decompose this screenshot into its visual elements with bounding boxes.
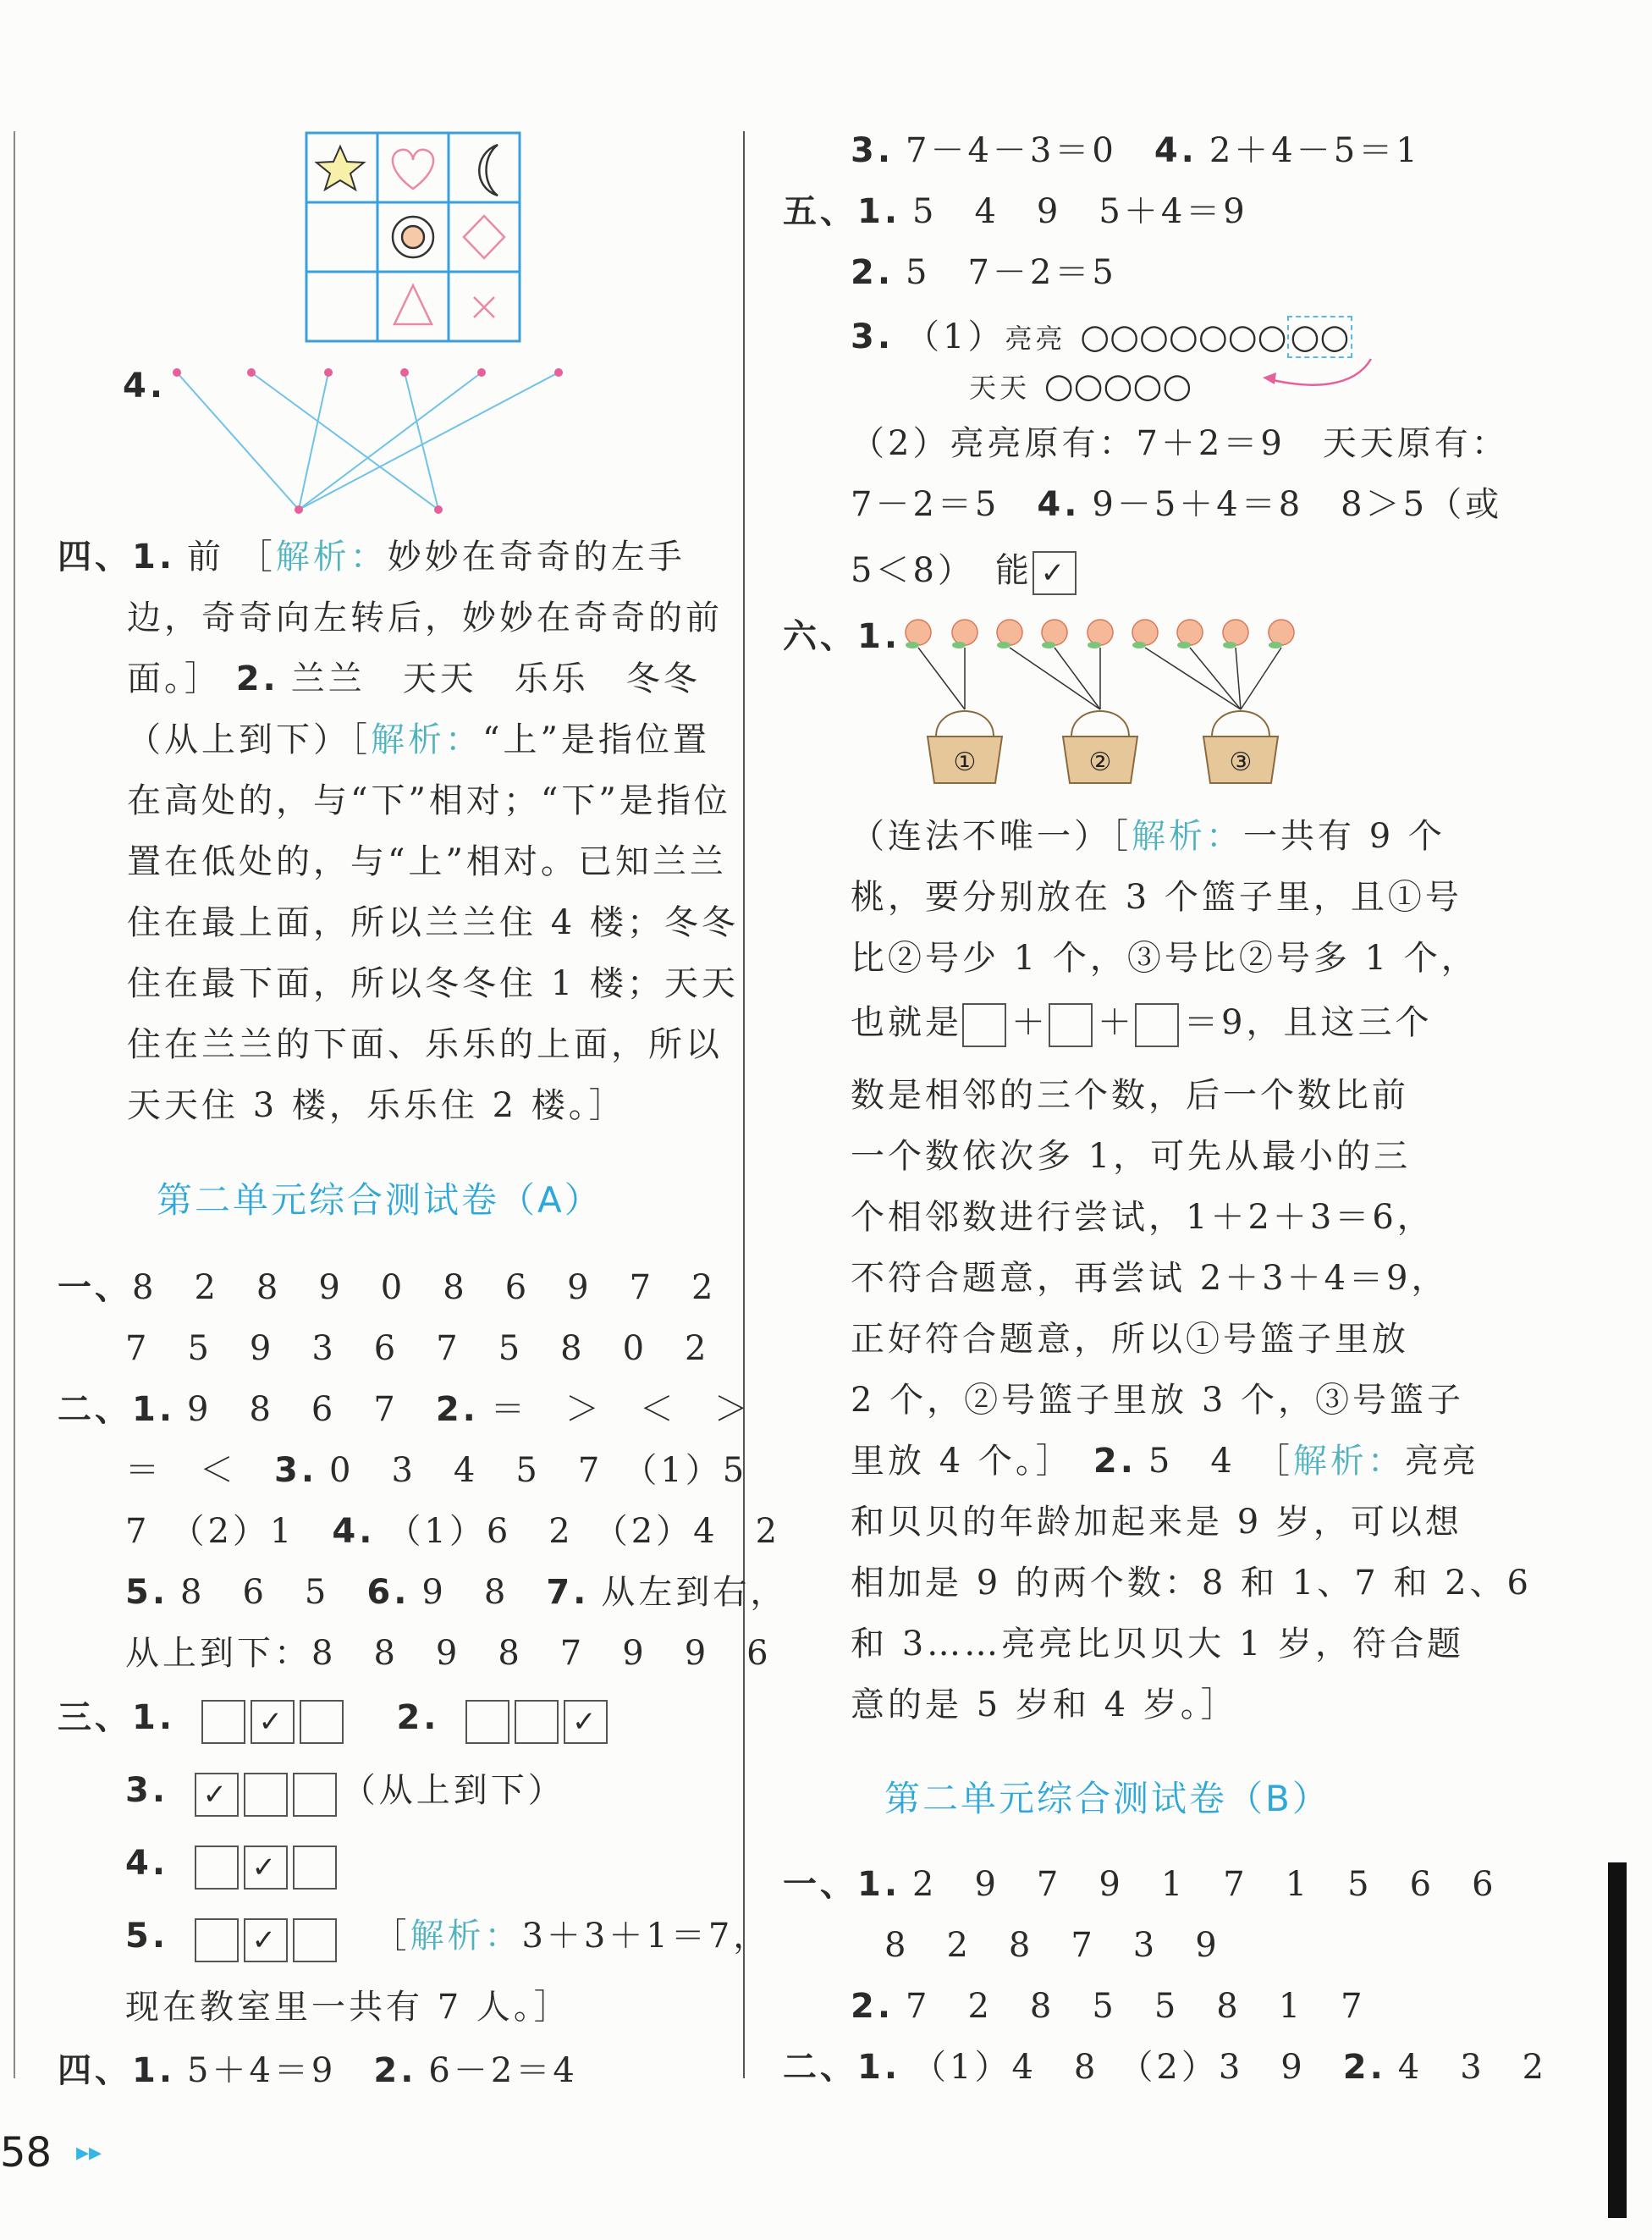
peach-icon	[1269, 620, 1294, 645]
a-s2-row5: 从上到下：8 8 9 8 7 9 9 6	[125, 1634, 772, 1673]
sec4-line10: 天天住 3 楼，乐乐住 2 楼。］	[127, 1086, 626, 1125]
r-s5-row1: 五、1. 5 4 9 5＋4＝9	[783, 192, 1248, 231]
move-arrow	[1253, 354, 1379, 396]
a-s3-row3: 4. ✓	[125, 1841, 342, 1890]
peach-basket-diagram	[897, 610, 1303, 792]
b-s2-row1: 二、1. （1）4 8 （2）3 9 2. 4 3 2	[783, 2048, 1548, 2087]
page-number: 58	[0, 2129, 52, 2177]
r-s6-p3: 比②号少 1 个，③号比②号多 1 个，	[851, 939, 1479, 978]
r-s6-p8: 不符合题意，再尝试 2＋3＋4＝9，	[851, 1259, 1449, 1298]
r-s5-row6: 5＜8） 能 ✓	[851, 549, 1082, 595]
a-s3-row1: 三、1. ✓ 2. ✓	[58, 1696, 613, 1744]
a-s3-row5: 现在教室里一共有 7 人。］	[125, 1988, 571, 2027]
basket-1-label: ①	[953, 748, 977, 777]
peach-icon	[1132, 620, 1158, 645]
r-s5-row5: 7－2＝5 4. 9－5＋4＝8 8＞5（或	[851, 485, 1503, 524]
peach-icon	[1223, 620, 1248, 645]
a-s3-row2: 3. ✓ （从上到下）	[125, 1768, 565, 1817]
r-s5-row3: 3. （1）亮亮 ○○○○○○○ ○○	[851, 315, 1352, 361]
r-s6-p7: 个相邻数进行尝试，1＋2＋3＝6，	[851, 1198, 1434, 1237]
section-title-b: 第二单元综合测试卷（B）	[884, 1778, 1330, 1819]
peach-icon	[1088, 620, 1113, 645]
b-s1-row3: 2. 7 2 8 5 5 8 1 7	[851, 1987, 1366, 2026]
moon-icon	[479, 145, 498, 196]
r-s6-p2: 桃，要分别放在 3 个篮子里，且①号	[851, 878, 1462, 917]
peach-icon	[1177, 620, 1203, 645]
a-s2-row4: 5. 8 6 5 6. 9 8 7. 从左到右，	[125, 1573, 788, 1612]
b-s1-row2: 8 2 8 7 3 9	[884, 1926, 1220, 1965]
r-s5-row4: （2）亮亮原有：7＋2＝9 天天原有：	[851, 424, 1509, 463]
peach-icon	[906, 620, 931, 645]
r-s6-p12: 和贝贝的年龄加起来是 9 岁，可以想	[851, 1503, 1462, 1542]
r-s6-p1: （连法不唯一）［解析：一共有 9 个	[851, 817, 1446, 856]
page-edge-shadow	[1608, 1862, 1627, 2218]
r-s6-p5: 数是相邻的三个数，后一个数比前	[851, 1076, 1409, 1115]
peach-icon	[952, 620, 977, 645]
diamond-icon	[464, 216, 504, 258]
peach-icon	[1042, 620, 1067, 645]
sec4-line8: 住在最下面，所以冬冬住 1 楼；天天	[127, 964, 739, 1003]
sec4-line3: 面。］ 2. 兰兰 天天 乐乐 冬冬	[127, 659, 701, 698]
a-s2-row3: 7 （2）1 4. （1）6 2 （2）4 2	[125, 1512, 781, 1551]
left-margin-line	[14, 131, 15, 2078]
r-s6-p14: 和 3……亮亮比贝贝大 1 岁，符合题	[851, 1625, 1465, 1663]
r-s6-p10: 2 个，②号篮子里放 3 个，③号篮子	[851, 1381, 1465, 1420]
r-s6-p11: 里放 4 个。］ 2. 5 4 ［解析：亮亮	[851, 1442, 1479, 1481]
cross-icon	[474, 297, 494, 317]
a-s1-row2: 7 5 9 3 6 7 5 8 0 2	[125, 1329, 710, 1368]
sec4-line5: 在高处的，与“下”相对；“下”是指位	[127, 781, 731, 820]
sec4-line9: 住在兰兰的下面、乐乐的上面，所以	[127, 1025, 723, 1064]
r-s6-p15: 意的是 5 岁和 4 岁。］	[851, 1686, 1238, 1724]
page-arrows-icon: ▸▸	[76, 2138, 102, 2167]
peach-icon	[997, 620, 1022, 645]
sec4-line6: 置在低处的，与“上”相对。已知兰兰	[127, 842, 727, 881]
a-s4-row1: 四、1. 5＋4＝9 2. 6－2＝4	[58, 2051, 578, 2090]
basket-2-label: ②	[1088, 748, 1112, 777]
a-s1-row1: 一、8 2 8 9 0 8 6 9 7 2	[58, 1268, 717, 1307]
r-s6-p13: 相加是 9 的两个数：8 和 1、7 和 2、6	[851, 1564, 1532, 1603]
r-s6-p6: 一个数依次多 1，可先从最小的三	[851, 1137, 1412, 1176]
r-s5-row2: 2. 5 7－2＝5	[851, 253, 1117, 292]
matching-lines	[165, 360, 571, 521]
r-row1: 3. 7－4－3＝0 4. 2＋4－5＝1	[851, 131, 1421, 170]
basket-3-label: ③	[1229, 748, 1253, 777]
section-title-a: 第二单元综合测试卷（A）	[157, 1179, 603, 1221]
b-s1-row1: 一、1. 2 9 7 9 1 7 1 5 6 6	[783, 1865, 1497, 1904]
sec4-line4: （从上到下）［解析：“上”是指位置	[127, 720, 710, 759]
a-s3-row4: 5. ✓ ［解析：3＋3＋1＝7，	[125, 1914, 770, 1962]
sec4-line1: 四、1. 前 ［解析：妙妙在奇奇的左手	[58, 538, 686, 577]
sec4-line2: 边，奇奇向左转后，妙妙在奇奇的前	[127, 599, 723, 637]
r-s5-row3b: 天天 ○○○○○	[969, 367, 1192, 406]
shape-grid	[305, 131, 523, 345]
a-s2-row1: 二、1. 9 8 6 7 2. ＝ ＞ ＜ ＞	[58, 1390, 752, 1429]
star-icon	[317, 146, 364, 190]
a-s2-row2: ＝ ＜ 3. 0 3 4 5 7 （1）5	[125, 1451, 748, 1490]
column-divider	[743, 131, 745, 2078]
q4-label: 4.	[123, 367, 167, 406]
sec4-line7: 住在最上面，所以兰兰住 4 楼；冬冬	[127, 903, 739, 942]
r-s6-p9: 正好符合题意，所以①号篮子里放	[851, 1320, 1409, 1359]
r-s6-label: 六、1.	[783, 617, 901, 656]
r-s6-p4: 也就是 ＋ ＋ ＝9，且这三个	[851, 1001, 1432, 1047]
triangle-icon	[394, 285, 432, 324]
heart-icon	[393, 150, 433, 189]
